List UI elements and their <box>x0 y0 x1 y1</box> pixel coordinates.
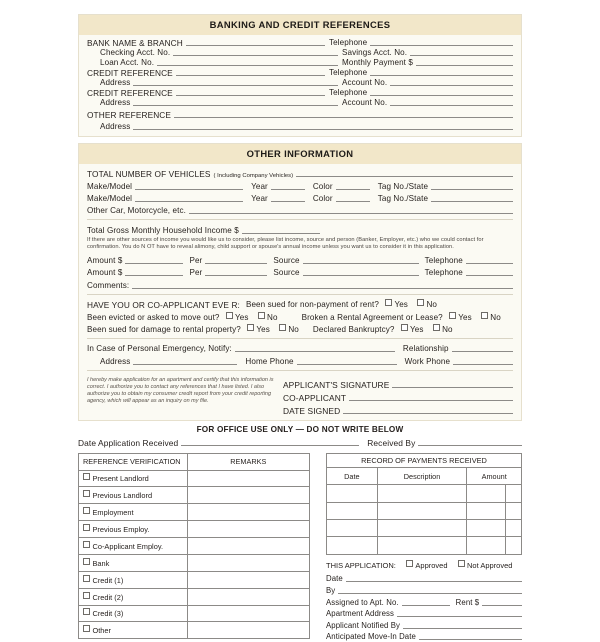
emergency-relationship-label: Relationship <box>402 344 449 354</box>
form-row <box>87 179 513 191</box>
credit-reference-1-label: CREDIT REFERENCE <box>87 67 173 78</box>
income-2-amount-label: Amount $ <box>87 268 123 278</box>
reference-item <box>79 538 188 555</box>
credit-2-telephone-input[interactable] <box>370 95 513 96</box>
income-1-source-label: Source <box>273 255 300 265</box>
bank-telephone-label: Telephone <box>329 37 368 47</box>
office-tables <box>78 453 522 642</box>
form-row <box>87 298 513 310</box>
credit-reference-1-input[interactable] <box>176 75 325 76</box>
form-row <box>87 354 513 366</box>
banking-fields <box>79 35 521 137</box>
date-signed-input[interactable] <box>343 413 513 414</box>
form-row <box>326 619 522 631</box>
approval-row <box>326 560 522 570</box>
reference-item-checkbox[interactable] <box>83 473 90 480</box>
form-row <box>283 390 513 403</box>
office-use-section <box>78 425 522 642</box>
form-row <box>87 254 513 266</box>
q3-no-label: No <box>490 312 501 322</box>
gross-income-input[interactable] <box>242 233 320 234</box>
payment-description-cell[interactable] <box>377 485 467 502</box>
form-row <box>87 323 513 335</box>
reference-item-checkbox[interactable] <box>83 490 90 497</box>
approved-checkbox[interactable] <box>406 560 413 567</box>
vehicle-2-color-label: Color <box>312 193 333 203</box>
q1-yes-label: Yes <box>394 300 408 310</box>
credit-1-telephone-label: Telephone <box>329 67 368 77</box>
reference-item-checkbox[interactable] <box>83 558 90 565</box>
reference-verification-header: REFERENCE VERIFICATION <box>79 453 188 470</box>
co-applicant-signature-input[interactable] <box>349 400 513 401</box>
credit-2-telephone-label: Telephone <box>329 87 368 97</box>
form-row <box>87 38 513 48</box>
monthly-payment-label: Monthly Payment $ <box>342 57 413 67</box>
reference-verification-table-wrap <box>78 453 310 642</box>
other-vehicle-label: Other Car, Motorcycle, etc. <box>87 206 186 216</box>
reference-item-label: Previous Landlord <box>92 491 153 501</box>
form-row <box>87 167 513 179</box>
vehicle-1-color-input[interactable] <box>336 189 370 190</box>
table-row <box>79 504 310 521</box>
reference-item-label: Credit (3) <box>92 609 124 619</box>
reference-item <box>79 605 188 622</box>
vehicle-1-make-model-input[interactable] <box>135 189 243 190</box>
approved-option[interactable] <box>406 560 448 570</box>
payment-cents-cell[interactable] <box>506 485 522 502</box>
reference-item-label: Employment <box>92 508 134 518</box>
reference-item-checkbox[interactable] <box>83 625 90 632</box>
signature-block <box>87 374 513 416</box>
vehicle-2-tag-input[interactable] <box>431 201 513 202</box>
payment-amount-cell[interactable] <box>467 502 506 519</box>
reference-verification-body <box>79 470 310 639</box>
payment-description-cell[interactable] <box>377 502 467 519</box>
q5-no-label: No <box>442 324 453 334</box>
reference-item-label: Previous Employ. <box>92 525 150 535</box>
table-row <box>327 502 522 519</box>
form-row <box>87 78 513 88</box>
form-row <box>87 342 513 354</box>
gross-income-label: Total Gross Monthly Household Income $ <box>87 225 239 235</box>
other-reference-input[interactable] <box>174 117 513 118</box>
payment-amount-cell[interactable] <box>467 485 506 502</box>
payments-amount-header: Amount <box>467 468 522 485</box>
question-4-label: Been sued for damage to rental property? <box>87 324 241 334</box>
remarks-cell[interactable] <box>187 605 309 622</box>
emergency-address-input[interactable] <box>133 364 237 365</box>
office-final-fields <box>326 573 522 642</box>
credit-2-address-label: Address <box>100 97 131 107</box>
form-row <box>283 403 513 416</box>
form-row <box>87 98 513 108</box>
divider <box>87 338 513 339</box>
office-field-label: By <box>326 586 336 596</box>
q4-yes-checkbox[interactable] <box>247 324 254 331</box>
income-1-source-input[interactable] <box>303 263 419 264</box>
q2-yes-checkbox[interactable] <box>226 312 233 319</box>
date-application-received-label: Date Application Received <box>78 437 179 448</box>
remarks-cell[interactable] <box>187 554 309 571</box>
emergency-relationship-input[interactable] <box>452 351 513 352</box>
form-row <box>78 435 522 448</box>
emergency-work-phone-input[interactable] <box>453 364 513 365</box>
vehicle-2-color-input[interactable] <box>336 201 370 202</box>
office-field-input[interactable] <box>403 628 522 629</box>
signature-fields <box>283 377 513 416</box>
q5-yes-checkbox[interactable] <box>401 324 408 331</box>
income-2-per-input[interactable] <box>205 275 267 276</box>
co-applicant-signature-label: CO-APPLICANT <box>283 392 347 403</box>
payments-description-header: Description <box>377 468 467 485</box>
reference-item <box>79 504 188 521</box>
q5-yes-label: Yes <box>410 324 424 334</box>
certification-text: I hereby make application for an apartment and certify that this information is correct. I authorize you to contact any references that I have listed. I also authorize you to obtain my consumer credit report from your credit reporting agency, which will appear as an inquiry on my file. <box>87 376 274 404</box>
reference-item-label: Other <box>92 626 111 636</box>
remarks-cell[interactable] <box>187 470 309 487</box>
divider <box>87 370 513 371</box>
payment-cents-cell[interactable] <box>506 520 522 537</box>
form-row <box>87 88 513 98</box>
form-row <box>326 596 522 608</box>
income-1-amount-label: Amount $ <box>87 255 123 265</box>
q3-yes-checkbox[interactable] <box>449 312 456 319</box>
payment-cents-cell[interactable] <box>506 537 522 554</box>
form-row <box>87 266 513 278</box>
payment-date-cell[interactable] <box>327 502 378 519</box>
q2-yes-label: Yes <box>235 312 249 322</box>
divider <box>87 219 513 220</box>
credit-1-account-label: Account No. <box>342 77 388 87</box>
emergency-home-phone-label: Home Phone <box>245 356 294 366</box>
table-row <box>327 485 522 502</box>
reference-verification-table <box>78 453 310 640</box>
income-2-telephone-input[interactable] <box>466 275 513 276</box>
question-1-label: Been sued for non-payment of rent? <box>245 300 379 310</box>
office-field-extra-label: Rent $ <box>455 597 480 607</box>
form-row <box>87 204 513 216</box>
reference-item-label: Credit (1) <box>92 575 124 585</box>
income-1-per-input[interactable] <box>205 263 267 264</box>
reference-item-checkbox[interactable] <box>83 592 90 599</box>
savings-acct-label: Savings Acct. No. <box>342 47 408 57</box>
reference-item-checkbox[interactable] <box>83 575 90 582</box>
credit-1-telephone-input[interactable] <box>370 75 513 76</box>
date-signed-label: DATE SIGNED <box>283 405 341 416</box>
total-vehicles-input[interactable] <box>296 176 513 177</box>
form-row <box>87 310 513 322</box>
other-information-fields <box>79 164 521 420</box>
form-row <box>326 573 522 585</box>
other-reference-label: OTHER REFERENCE <box>87 109 172 120</box>
office-field-input[interactable] <box>338 593 522 594</box>
credit-reference-2-input[interactable] <box>176 95 325 96</box>
reference-item <box>79 622 188 639</box>
not-approved-label: Not Approved <box>467 560 513 570</box>
remarks-cell[interactable] <box>187 487 309 504</box>
q1-no-checkbox[interactable] <box>417 299 424 306</box>
reference-item-label: Co-Applicant Employ. <box>92 541 164 551</box>
q4-no-label: No <box>288 324 299 334</box>
vehicle-1-tag-label: Tag No./State <box>377 181 429 191</box>
form-row <box>87 278 513 290</box>
payment-date-cell[interactable] <box>327 485 378 502</box>
other-vehicle-input[interactable] <box>189 213 513 214</box>
total-vehicles-note: ( Including Company Vehicles) <box>213 173 294 180</box>
form-row <box>87 192 513 204</box>
table-row <box>327 520 522 537</box>
table-row <box>79 487 310 504</box>
vehicle-2-year-label: Year <box>251 193 268 203</box>
form-row <box>87 223 513 235</box>
total-vehicles-label: TOTAL NUMBER OF VEHICLES <box>87 169 211 180</box>
reference-item <box>79 571 188 588</box>
payment-amount-cell[interactable] <box>467 537 506 554</box>
payments-date-header: Date <box>327 468 378 485</box>
payments-table-title: RECORD OF PAYMENTS RECEIVED <box>326 453 522 468</box>
emergency-work-phone-label: Work Phone <box>404 356 451 366</box>
office-field-input[interactable] <box>402 605 450 606</box>
divider <box>87 294 513 295</box>
remarks-cell[interactable] <box>187 588 309 605</box>
loan-acct-input[interactable] <box>157 65 338 66</box>
bank-telephone-input[interactable] <box>370 45 513 46</box>
form-page <box>78 14 522 642</box>
table-header-row <box>79 453 310 470</box>
q2-no-label: No <box>267 312 278 322</box>
payment-description-cell[interactable] <box>377 537 467 554</box>
this-application-label: THIS APPLICATION: <box>326 560 396 570</box>
vehicle-1-year-label: Year <box>251 181 268 191</box>
table-row <box>79 571 310 588</box>
income-disclaimer: If there are other sources of income you would like us to consider, please list income, source and person (Banker, Employer, etc.) who we could contact for confirmation. You do N OT have to reveal alimony, child support or spouse's annual income unless you want us to consider it in this application. <box>87 236 484 251</box>
other-reference-address-label: Address <box>100 122 131 132</box>
vehicle-2-make-model-input[interactable] <box>135 201 243 202</box>
savings-acct-input[interactable] <box>410 55 513 56</box>
q1-yes-checkbox[interactable] <box>385 299 392 306</box>
table-row <box>79 470 310 487</box>
other-reference-address-input[interactable] <box>133 129 513 130</box>
income-1-amount-input[interactable] <box>125 263 183 264</box>
vehicle-1-tag-input[interactable] <box>431 189 513 190</box>
payment-date-cell[interactable] <box>327 520 378 537</box>
remarks-cell[interactable] <box>187 622 309 639</box>
table-row <box>79 538 310 555</box>
income-1-telephone-input[interactable] <box>466 263 513 264</box>
banking-section-title: BANKING AND CREDIT REFERENCES <box>79 15 521 35</box>
reference-item <box>79 521 188 538</box>
checking-acct-label: Checking Acct. No. <box>100 47 171 57</box>
q5-no-checkbox[interactable] <box>433 324 440 331</box>
payment-cents-cell[interactable] <box>506 502 522 519</box>
bank-name-input[interactable] <box>186 45 325 46</box>
vehicle-2-make-model-label: Make/Model <box>87 193 133 203</box>
other-information-section-title: OTHER INFORMATION <box>79 144 521 164</box>
income-2-amount-input[interactable] <box>125 275 183 276</box>
not-approved-checkbox[interactable] <box>458 560 465 567</box>
payment-date-cell[interactable] <box>327 537 378 554</box>
table-row <box>79 588 310 605</box>
reference-item-label: Present Landlord <box>92 474 149 484</box>
comments-input[interactable] <box>132 288 513 289</box>
approved-label: Approved <box>415 560 448 570</box>
table-row <box>327 537 522 554</box>
form-row <box>326 608 522 620</box>
comments-label: Comments: <box>87 280 130 290</box>
form-row <box>87 68 513 78</box>
form-row <box>87 120 513 132</box>
q2-no-checkbox[interactable] <box>258 312 265 319</box>
form-row <box>326 584 522 596</box>
remarks-cell[interactable] <box>187 538 309 555</box>
reference-item-label: Credit (2) <box>92 592 124 602</box>
office-field-input[interactable] <box>397 616 522 617</box>
reference-item-checkbox[interactable] <box>83 541 90 548</box>
office-field-label: Date <box>326 574 343 584</box>
emergency-notify-label: In Case of Personal Emergency, Notify: <box>87 344 232 354</box>
credit-2-account-input[interactable] <box>390 105 513 106</box>
credit-2-address-input[interactable] <box>133 105 338 106</box>
income-1-per-label: Per <box>189 255 203 265</box>
question-5-label: Declared Bankruptcy? <box>312 324 395 334</box>
not-approved-option[interactable] <box>458 560 513 570</box>
q3-no-checkbox[interactable] <box>481 312 488 319</box>
emergency-notify-input[interactable] <box>235 351 395 352</box>
table-row <box>79 622 310 639</box>
income-2-per-label: Per <box>189 268 203 278</box>
checking-acct-input[interactable] <box>173 55 338 56</box>
income-2-source-label: Source <box>273 268 300 278</box>
applicant-signature-input[interactable] <box>392 387 513 388</box>
office-field-label: Anticipated Move-In Date <box>326 632 416 642</box>
payment-description-cell[interactable] <box>377 520 467 537</box>
reference-item <box>79 470 188 487</box>
reference-item-label: Bank <box>92 558 110 568</box>
form-row <box>87 108 513 120</box>
reference-item <box>79 588 188 605</box>
received-by-input[interactable] <box>418 445 522 446</box>
loan-acct-label: Loan Acct. No. <box>100 57 155 67</box>
q1-no-label: No <box>426 300 437 310</box>
other-information-panel <box>78 143 522 420</box>
question-2-label: Been evicted or asked to move out? <box>87 312 220 322</box>
remarks-header: REMARKS <box>187 453 309 470</box>
applicant-signature-label: APPLICANT'S SIGNATURE <box>283 379 390 390</box>
vehicle-1-color-label: Color <box>312 181 333 191</box>
payment-amount-cell[interactable] <box>467 520 506 537</box>
vehicle-2-year-input[interactable] <box>271 201 305 202</box>
q4-yes-label: Yes <box>256 324 270 334</box>
table-header-row <box>327 468 522 485</box>
bank-name-label: BANK NAME & BRANCH <box>87 37 183 48</box>
reference-item-checkbox[interactable] <box>83 608 90 615</box>
q4-no-checkbox[interactable] <box>279 324 286 331</box>
payments-body <box>327 485 522 555</box>
emergency-address-label: Address <box>100 356 131 366</box>
credit-1-address-label: Address <box>100 77 131 87</box>
emergency-home-phone-input[interactable] <box>297 364 397 365</box>
office-field-label: Apartment Address <box>326 609 395 619</box>
office-field-input[interactable] <box>419 639 522 640</box>
form-row <box>87 58 513 68</box>
vehicle-1-make-model-label: Make/Model <box>87 181 133 191</box>
form-row <box>87 48 513 58</box>
payments-block <box>310 453 522 642</box>
vehicle-2-tag-label: Tag No./State <box>377 193 429 203</box>
reference-item <box>79 554 188 571</box>
received-by-label: Received By <box>367 437 416 448</box>
form-row <box>326 631 522 642</box>
credit-reference-2-label: CREDIT REFERENCE <box>87 87 173 98</box>
question-3-label: Broken a Rental Agreement or Lease? <box>301 312 443 322</box>
income-1-telephone-label: Telephone <box>424 255 463 265</box>
office-use-heading: FOR OFFICE USE ONLY — DO NOT WRITE BELOW <box>196 424 404 434</box>
vehicle-1-year-input[interactable] <box>271 189 305 190</box>
date-application-received-input[interactable] <box>181 445 359 446</box>
income-2-source-input[interactable] <box>303 275 419 276</box>
table-row <box>79 554 310 571</box>
credit-1-address-input[interactable] <box>133 85 338 86</box>
credit-2-account-label: Account No. <box>342 97 388 107</box>
office-field-input[interactable] <box>346 581 522 582</box>
income-2-telephone-label: Telephone <box>424 268 463 278</box>
remarks-cell[interactable] <box>187 571 309 588</box>
monthly-payment-input[interactable] <box>416 65 513 66</box>
banking-panel <box>78 14 522 137</box>
reference-item-checkbox[interactable] <box>83 524 90 531</box>
reference-item-checkbox[interactable] <box>83 507 90 514</box>
payments-table <box>326 467 522 554</box>
rental-history-heading: HAVE YOU OR CO-APPLICANT EVE R: <box>87 300 240 311</box>
table-row <box>79 521 310 538</box>
office-field-extra-input[interactable] <box>482 605 522 606</box>
remarks-cell[interactable] <box>187 504 309 521</box>
office-field-label: Assigned to Apt. No. <box>326 597 399 607</box>
form-row <box>283 377 513 390</box>
reference-item <box>79 487 188 504</box>
credit-1-account-input[interactable] <box>390 85 513 86</box>
table-row <box>79 605 310 622</box>
office-field-label: Applicant Notified By <box>326 620 401 630</box>
q3-yes-label: Yes <box>458 312 472 322</box>
remarks-cell[interactable] <box>187 521 309 538</box>
